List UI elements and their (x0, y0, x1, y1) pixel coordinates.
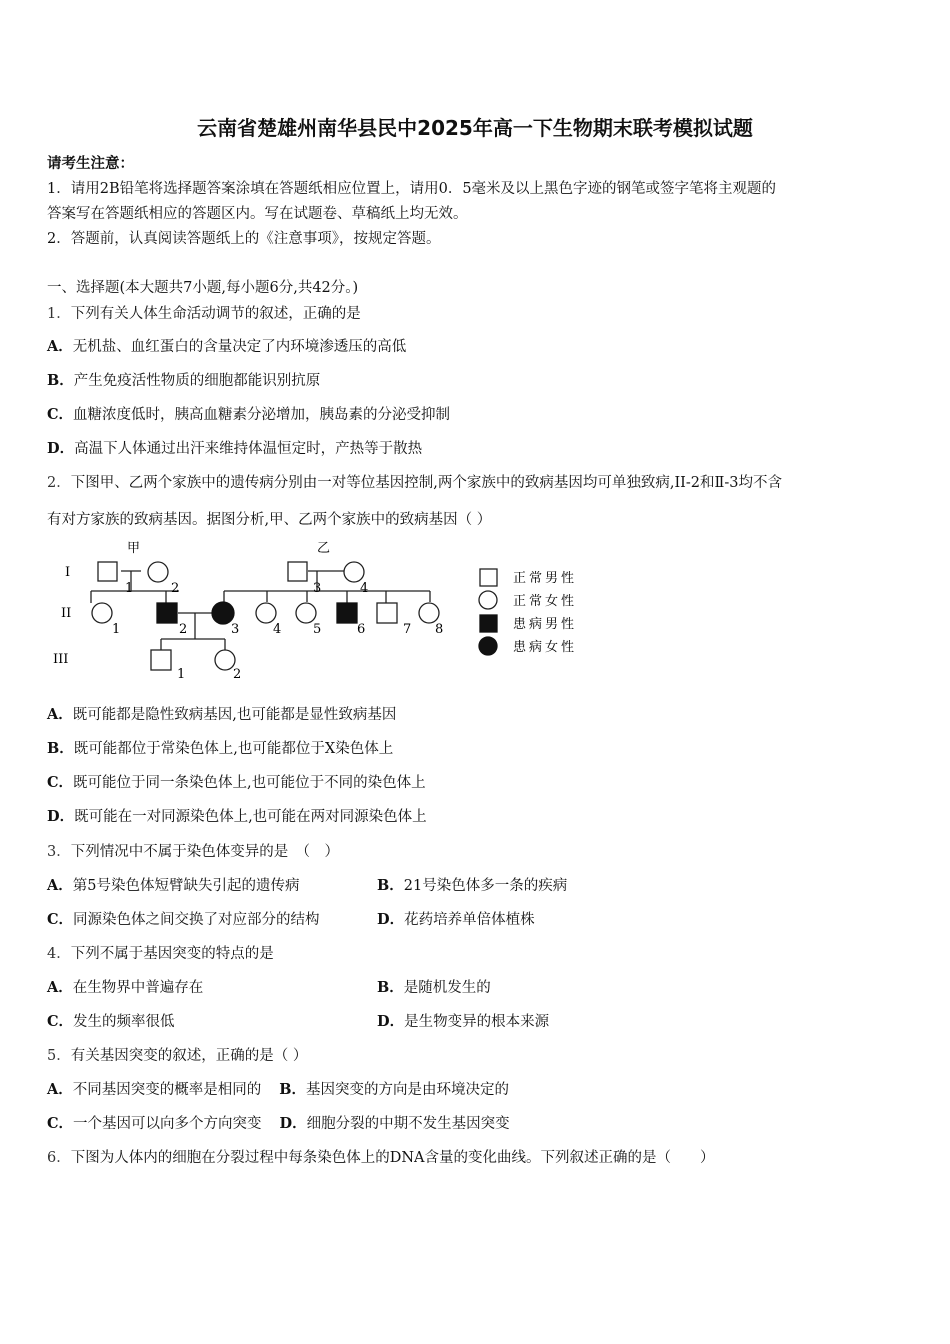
option-label: D． (377, 1013, 405, 1030)
legend-affected-female-symbol (479, 637, 497, 655)
option-text: 花药培养单倍体植株 (404, 912, 535, 928)
legend-affected-male: 患病男性 (513, 617, 578, 632)
pedigree-normal-female (215, 650, 235, 670)
option-label: B． (377, 979, 404, 996)
option-text: 第5号染色体短臂缺失引起的遗传病 (72, 878, 300, 894)
question-2-option-b (47, 737, 393, 758)
option-text: 21号染色体多一条的疾病 (403, 878, 568, 894)
option-label: C． (47, 406, 74, 423)
option-label: B． (279, 1081, 307, 1098)
question-6-stem (47, 1146, 715, 1167)
question-4-option-a (47, 976, 203, 997)
pedigree-number: 2 (171, 581, 180, 596)
option-text: 细胞分裂的中期不发生基因突变 (306, 1116, 510, 1132)
question-text: 有关基因突变的叙述，正确的是（ ） (70, 1048, 308, 1064)
legend-normal-female-symbol (479, 591, 497, 609)
question-number: 6． (47, 1150, 71, 1166)
option-text: 既可能都是隐性致病基因,也可能都是显性致病基因 (72, 707, 397, 723)
pedigree-number: 7 (403, 622, 412, 637)
question-2-stem-line-1 (47, 471, 782, 492)
legend-normal-female: 正常女性 (513, 594, 578, 609)
option-text: 一个基因可以向多个方向突变 (73, 1116, 262, 1132)
option-label: D． (47, 440, 75, 457)
pedigree-number: 5 (313, 622, 322, 637)
generation-label-iii: III (53, 652, 69, 667)
pedigree-number: 3 (313, 581, 322, 596)
question-1-option-b (47, 369, 320, 390)
option-text: 既可能在一对同源染色体上,也可能在两对同源染色体上 (74, 809, 427, 825)
legend-affected-male-symbol (480, 615, 497, 632)
option-text: 产生免疫活性物质的细胞都能识别抗原 (73, 373, 321, 389)
option-label: C． (47, 911, 74, 928)
option-text: 无机盐、血红蛋白的含量决定了内环境渗透压的高低 (72, 339, 407, 355)
option-label: D． (377, 911, 405, 928)
option-text: 同源染色体之间交换了对应部分的结构 (73, 912, 320, 928)
pedigree-affected-female (212, 602, 234, 624)
pedigree-number: 8 (435, 622, 444, 637)
pedigree-normal-male (377, 603, 397, 623)
pedigree-number: 1 (125, 581, 134, 596)
legend-affected-female: 患病女性 (513, 640, 578, 655)
question-3-option-d (377, 908, 535, 929)
pedigree-normal-female (344, 562, 364, 582)
legend-normal-male: 正常男性 (513, 571, 578, 586)
option-label: C． (47, 1013, 74, 1030)
question-number: 2． (47, 475, 71, 491)
option-label: A． (47, 979, 73, 996)
option-text: 在生物界中普遍存在 (72, 980, 204, 996)
question-3-option-b (377, 874, 567, 895)
question-1-option-a (47, 335, 406, 356)
option-label: A． (47, 877, 73, 894)
generation-label-i: I (65, 565, 71, 580)
pedigree-number: 6 (357, 622, 366, 637)
pedigree-number: 2 (233, 667, 242, 682)
option-label: C． (47, 1115, 74, 1132)
question-2-stem-line-2: 有对方家族的致病基因。据图分析,甲、乙两个家族中的致病基因（ ） (47, 512, 492, 528)
question-5-options-ab (47, 1078, 509, 1099)
question-text: 下图甲、乙两个家族中的遗传病分别由一对等位基因控制,两个家族中的致病基因均可单独致病,II-2和Ⅱ-3均不含 (70, 475, 783, 491)
question-2-option-c (47, 771, 426, 792)
pedigree-normal-male (151, 650, 171, 670)
pedigree-normal-female (256, 603, 276, 623)
pedigree-affected-male (157, 603, 177, 623)
pedigree-number: 1 (112, 622, 121, 637)
legend-normal-male-symbol (480, 569, 497, 586)
notice-item-1-line-2: 答案写在答题纸相应的答题区内。写在试题卷、草稿纸上均无效。 (47, 206, 468, 222)
option-text: 既可能都位于常染色体上,也可能都位于X染色体上 (73, 741, 394, 757)
question-5-stem (47, 1044, 307, 1065)
option-text: 发生的频率很低 (73, 1014, 175, 1030)
question-1-option-d (47, 437, 422, 458)
option-text: 高温下人体通过出汗来维持体温恒定时，产热等于散热 (74, 441, 423, 457)
option-label: D． (47, 808, 75, 825)
option-label: A． (47, 706, 73, 723)
pedigree-normal-female (92, 603, 112, 623)
question-1-stem (47, 302, 361, 323)
pedigree-normal-female (148, 562, 168, 582)
question-2-option-a (47, 703, 396, 724)
pedigree-figure (45, 535, 625, 685)
question-3-option-a (47, 874, 300, 895)
family-label-yi: 乙 (317, 541, 331, 556)
option-label: B． (47, 372, 74, 389)
page-title: 云南省楚雄州南华县民中2025年高一下生物期末联考模拟试题 (197, 116, 753, 140)
pedigree-normal-male (98, 562, 117, 581)
question-number: 1． (47, 306, 71, 322)
pedigree-number: 3 (231, 622, 240, 637)
question-number: 4． (47, 946, 71, 962)
option-label: B． (47, 740, 74, 757)
question-text: 下列有关人体生命活动调节的叙述，正确的是 (70, 306, 361, 322)
option-label: A． (47, 338, 73, 355)
pedigree-number: 4 (360, 581, 369, 596)
question-4-option-d (377, 1010, 549, 1031)
generation-label-ii: II (61, 606, 72, 621)
question-number: 3． (47, 844, 71, 860)
question-3-option-c (47, 908, 320, 929)
question-4-option-b (377, 976, 491, 997)
pedigree-normal-female (296, 603, 316, 623)
pedigree-affected-male (337, 603, 357, 623)
option-text: 基因突变的方向是由环境决定的 (306, 1082, 510, 1098)
pedigree-number: 2 (179, 622, 188, 637)
question-text: 下列不属于基因突变的特点的是 (70, 946, 274, 962)
question-2-option-d (47, 805, 427, 826)
pedigree-number: 1 (177, 667, 186, 682)
question-4-stem (47, 942, 274, 963)
question-1-option-c (47, 403, 450, 424)
section-heading: 一、选择题(本大题共7小题,每小题6分,共42分。) (47, 280, 359, 296)
question-3-stem (47, 840, 339, 861)
pedigree-number: 4 (273, 622, 282, 637)
question-text: 下列情况中不属于染色体变异的是 （ ） (70, 844, 339, 860)
notice-heading: 请考生注意： (47, 155, 134, 172)
pedigree-normal-male (288, 562, 307, 581)
option-label: D． (279, 1115, 307, 1132)
option-text: 既可能位于同一条染色体上,也可能位于不同的染色体上 (73, 775, 426, 791)
option-label: A． (47, 1081, 73, 1098)
pedigree-normal-female (419, 603, 439, 623)
option-label: C． (47, 774, 74, 791)
question-number: 5． (47, 1048, 71, 1064)
notice-item-2: 2．答题前，认真阅读答题纸上的《注意事项》，按规定答题。 (47, 231, 441, 247)
notice-item-1-line-1: 1．请用2B铅笔将选择题答案涂填在答题纸相应位置上，请用0．5毫米及以上黑色字迹的钢笔或签字笔将主观题的 (47, 181, 777, 197)
question-4-option-c (47, 1010, 175, 1031)
option-text: 是随机发生的 (403, 980, 491, 996)
option-text: 不同基因突变的概率是相同的 (72, 1082, 262, 1098)
option-text: 血糖浓度低时，胰高血糖素分泌增加，胰岛素的分泌受抑制 (73, 407, 451, 423)
option-label: B． (377, 877, 404, 894)
question-5-options-cd (47, 1112, 510, 1133)
question-text: 下图为人体内的细胞在分裂过程中每条染色体上的DNA含量的变化曲线。下列叙述正确的是（ ） (70, 1150, 715, 1166)
family-label-jia: 甲 (127, 541, 141, 556)
option-text: 是生物变异的根本来源 (404, 1014, 550, 1030)
